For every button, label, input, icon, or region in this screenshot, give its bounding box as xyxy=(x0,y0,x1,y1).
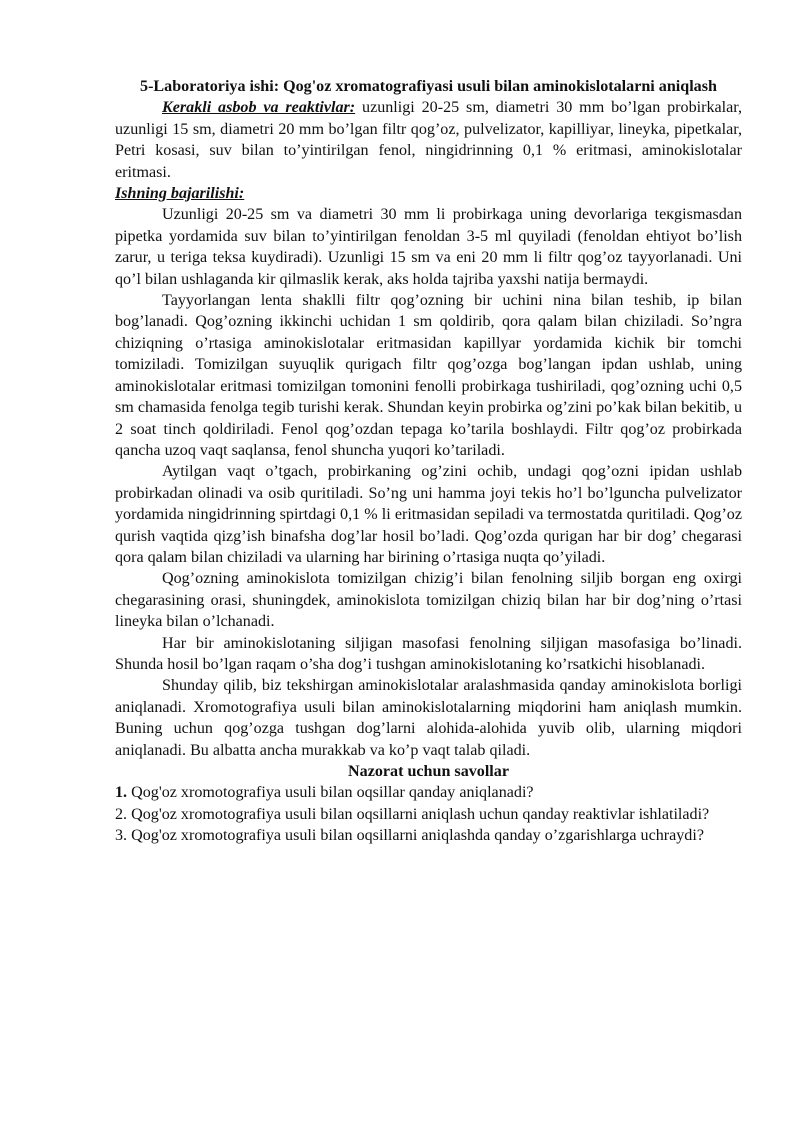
question-number: 3. xyxy=(115,827,128,845)
procedure-paragraph-5: Har bir aminokislotaning siljigan masofasi fenolning siljigan masofasiga bo’linadi. Shunda hosil bo’lgan raqam o’sha dog’i tushgan aminokislotaning ko’rsatkichi hisoblanadi. xyxy=(115,634,742,673)
question-number: 1. xyxy=(115,784,128,802)
procedure-paragraph-1: Uzunligi 20-25 sm va diametri 30 mm li probirkaga uning devorlariga teкgismasdan pipetka yordamida suv bilan to’yintirilgan fenoldan 3-5 ml quyiladi (fenoldan ehtiyot bo’lish zarur, u teriga teksa kuydiradi). Uzunligi 15 sm va eni 20 mm li filtr qog’oz tayyorlanadi. Uni qo’l bilan ushlaganda kir qilmaslik kerak, aks holda tajriba yaxshi natija bermaydi. xyxy=(115,206,742,288)
equipment-text: uzunligi 20-25 sm, diametri 30 mm bo’lgan probirkalar, uzunligi 15 sm, diametri 20 mm bo’lgan filtr qog’oz, pulvelizator, kapilliyar, lineyka, pipetkalar, Petri kosasi, suv bilan to’yintirilgan fenol, ningidrinning 0,1 % eritmasi, aminokislotalar eritmasi. xyxy=(115,99,742,181)
questions-heading: Nazorat uchun savollar xyxy=(348,763,509,780)
question-text: Qog'oz xromotografiya usuli bilan oqsillarni aniqlashda qanday o’zgarishlarga uchraydi? xyxy=(127,827,704,845)
equipment-paragraph xyxy=(115,97,742,183)
procedure-heading-line xyxy=(115,183,742,204)
document-title: 5-Laboratoriya ishi: Qog'oz xromatografiyasi usuli bilan aminokislotalarni aniqlash xyxy=(140,78,717,95)
document-page xyxy=(115,76,742,847)
procedure-paragraph-2: Tayyorlangan lenta shaklli filtr qog’ozning bir uchini nina bilan teshib, ip bilan bog’lanadi. Qog’ozning ikkinchi uchidan 1 sm qoldirib, qora qalam bilan chiziladi. So’ngra chiziqning o’rtasiga aminokislotalar eritmasidan kapillyar yordamida kichik bir tomchi tomiziladi. Tomizilgan suyuqlik qurigach filtr qog’ozga bog’langan ipdan ushlab, uning aminokislotalar eritmasi tomizilgan tomonini fenolli probirkaga tushiriladi, qog’ozning uchi 0,5 sm chamasida fenolga tegib turishi kerak. Shundan keyin probirka og’zini po’kak bilan bekitib, u 2 soat tinch qoldiriladi. Fenol qog’ozdan tepaga ko’tarila boshlaydi. Filtr qog’oz probirkada qancha uzoq vaqt saqlansa, fenol shuncha yuqori ko’tariladi. xyxy=(115,292,742,459)
procedure-paragraph-6: Shunday qilib, biz tekshirgan aminokislotalar aralashmasida qanday aminokislota borligi aniqlanadi. Xromotografiya usuli bilan aminokislotalarning miqdorini ham aniqlash mumkin. Buning uchun qog’ozga tushgan dog’larni alohida-alohida yuvib olib, ularning miqdori aniqlanadi. Bu albatta ancha murakkab va ko’p vaqt talab qiladi. xyxy=(115,677,742,759)
procedure-paragraph-4: Qog’ozning aminokislota tomizilgan chizig’i bilan fenolning siljib borgan eng oxirgi chegarasining orasi, shuningdek, aminokislota tomizilgan chiziq bilan har bir dog’ning o’rtasi lineyka bilan o’lchanadi. xyxy=(115,570,742,631)
question-text: Qog'oz xromotografiya usuli bilan oqsillar qanday aniqlanadi? xyxy=(127,784,534,802)
question-text: Qog'oz xromotografiya usuli bilan oqsillarni aniqlash uchun qanday reaktivlar ishlatiladi? xyxy=(127,805,710,823)
question-item-3 xyxy=(115,825,742,846)
question-item-2 xyxy=(115,804,742,825)
question-item-1 xyxy=(115,782,742,803)
procedure-paragraph-3: Aytilgan vaqt o’tgach, probirkaning og’zini ochib, undagi qog’ozni ipidan ushlab probirkadan olinadi va osib quritiladi. So’ng uni hamma joyi tekis ho’l bo’lguncha pulvelizator yordamida ningidrinning spirtdagi 0,1 % li eritmasidan sepiladi va termostatda quritiladi. Qog’oz qurish vaqtida qizg’ish binafsha dog’lar hosil bo’ladi. Qog’ozda qurigan har bir dog’ chegarasi qora qalam bilan chiziladi va ularning har birining o’rtasiga nuqta qo’yiladi. xyxy=(115,463,742,566)
equipment-label: Kerakli asbob va reaktivlar: xyxy=(162,99,356,117)
procedure-heading: Ishning bajarilishi: xyxy=(115,185,245,203)
question-number: 2. xyxy=(115,805,128,823)
